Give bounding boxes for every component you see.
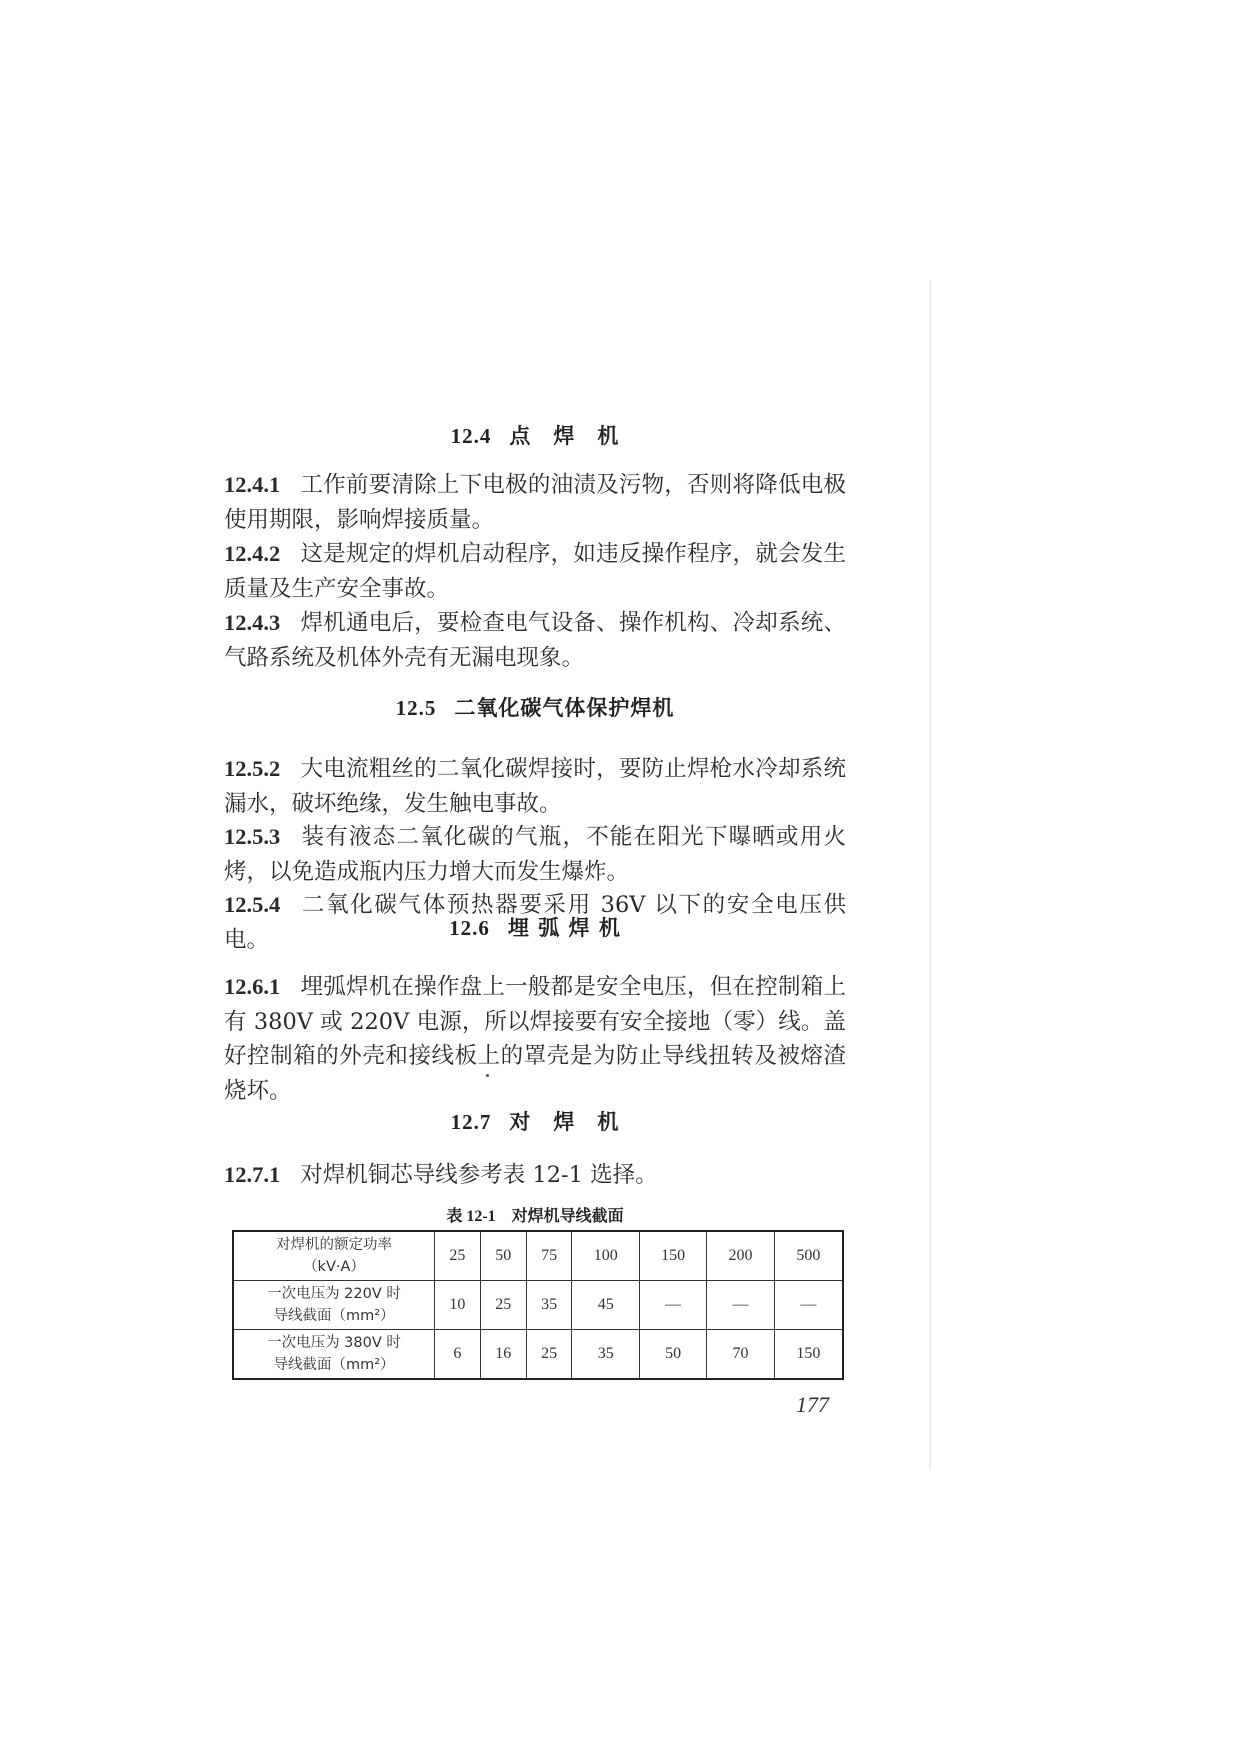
- row-label-line: 一次电压为 380V 时: [267, 1335, 401, 1351]
- wire-cross-section-table: [232, 1230, 844, 1380]
- table-cell: 45: [572, 1281, 639, 1330]
- row-label-line: 导线截面（mm²）: [273, 1357, 395, 1373]
- row-label: [233, 1281, 435, 1330]
- paragraph-12-7-1: [224, 1158, 846, 1193]
- table-cell: 100: [572, 1231, 639, 1281]
- page-number: 177: [796, 1392, 829, 1417]
- table-cell: 50: [480, 1231, 526, 1281]
- section-heading-12-6: [224, 912, 846, 942]
- table-caption: [224, 1203, 846, 1226]
- section-number: 12.5: [395, 696, 437, 720]
- paragraph-12-4-3: [224, 606, 846, 675]
- clause-number: 12.5.4: [224, 892, 281, 917]
- table-cell: 16: [480, 1330, 526, 1380]
- table-cell: 70: [707, 1330, 774, 1380]
- table-cell: —: [639, 1281, 706, 1330]
- table-cell: 25: [480, 1281, 526, 1330]
- row-label: [233, 1330, 435, 1380]
- clause-number: 12.7.1: [224, 1162, 281, 1187]
- row-label-line: （kV·A）: [303, 1259, 365, 1275]
- table-row: [233, 1231, 843, 1281]
- paragraph-12-4-1: [224, 468, 846, 537]
- paragraph-12-6-1: [224, 970, 846, 1108]
- table-title: 对焊机导线截面: [511, 1206, 624, 1225]
- clause-text: 工作前要清除上下电极的油渍及污物，否则将降低电极使用期限，影响焊接质量。: [224, 472, 846, 533]
- table-cell: —: [707, 1281, 774, 1330]
- paragraph-12-5-3: [224, 820, 846, 889]
- table-cell: 25: [526, 1330, 572, 1380]
- section-title: 二氧化碳气体保护焊机: [454, 696, 675, 720]
- scan-speck: [486, 1074, 489, 1077]
- clause-text: 焊机通电后，要检查电气设备、操作机构、冷却系统、气路系统及机体外壳有无漏电现象。: [224, 610, 846, 671]
- table-cell: 50: [639, 1330, 706, 1380]
- row-label-line: 导线截面（mm²）: [273, 1308, 395, 1324]
- section-number: 12.4: [450, 424, 492, 448]
- paragraph-12-5-2: [224, 752, 846, 821]
- clause-number: 12.5.3: [224, 824, 281, 849]
- table-cell: 35: [526, 1281, 572, 1330]
- clause-text: 装有液态二氧化碳的气瓶，不能在阳光下曝晒或用火烤，以免造成瓶内压力增大而发生爆炸。: [224, 824, 846, 885]
- table-cell: —: [774, 1281, 843, 1330]
- section-heading-12-4: [224, 420, 846, 450]
- clause-number: 12.4.1: [224, 472, 281, 497]
- section-title: 埋 弧 焊 机: [507, 916, 621, 940]
- clause-number: 12.6.1: [224, 974, 281, 999]
- table-number: 表 12-1: [446, 1208, 496, 1225]
- table-cell: 6: [435, 1330, 481, 1380]
- clause-text: 大电流粗丝的二氧化碳焊接时，要防止焊枪水冷却系统漏水，破坏绝缘，发生触电事故。: [224, 756, 846, 817]
- table-cell: 10: [435, 1281, 481, 1330]
- clause-text: 二氧化碳气体预热器要采用 36V 以下的安全电压供电。: [224, 892, 846, 953]
- table-cell: 200: [707, 1231, 774, 1281]
- row-label-line: 对焊机的额定功率: [276, 1237, 392, 1253]
- table-row: [233, 1330, 843, 1380]
- section-number: 12.7: [450, 1110, 492, 1134]
- section-title: 点 焊 机: [509, 424, 620, 448]
- table-cell: 35: [572, 1330, 639, 1380]
- table-cell: 25: [435, 1231, 481, 1281]
- table-row: [233, 1281, 843, 1330]
- section-title: 对 焊 机: [509, 1110, 620, 1134]
- row-label: [233, 1231, 435, 1281]
- page-edge-shadow: [929, 280, 931, 1470]
- clause-text: 埋弧焊机在操作盘上一般都是安全电压，但在控制箱上有 380V 或 220V 电源，所以焊接要有安全接地（零）线。盖好控制箱的外壳和接线板上的罩壳是为防止导线扭转及被熔渣烧坏。: [224, 974, 846, 1104]
- table-cell: 500: [774, 1231, 843, 1281]
- section-heading-12-7: [224, 1106, 846, 1136]
- section-heading-12-5: [224, 692, 846, 722]
- clause-text: 对焊机铜芯导线参考表 12-1 选择。: [300, 1162, 658, 1188]
- section-number: 12.6: [449, 916, 490, 940]
- clause-number: 12.4.3: [224, 610, 281, 635]
- table-cell: 150: [774, 1330, 843, 1380]
- table-cell: 150: [639, 1231, 706, 1281]
- row-label-line: 一次电压为 220V 时: [267, 1286, 401, 1302]
- clause-number: 12.5.2: [224, 756, 281, 781]
- paragraph-12-4-2: [224, 537, 846, 606]
- clause-text: 这是规定的焊机启动程序，如违反操作程序，就会发生质量及生产安全事故。: [224, 541, 846, 602]
- clause-number: 12.4.2: [224, 541, 281, 566]
- table-cell: 75: [526, 1231, 572, 1281]
